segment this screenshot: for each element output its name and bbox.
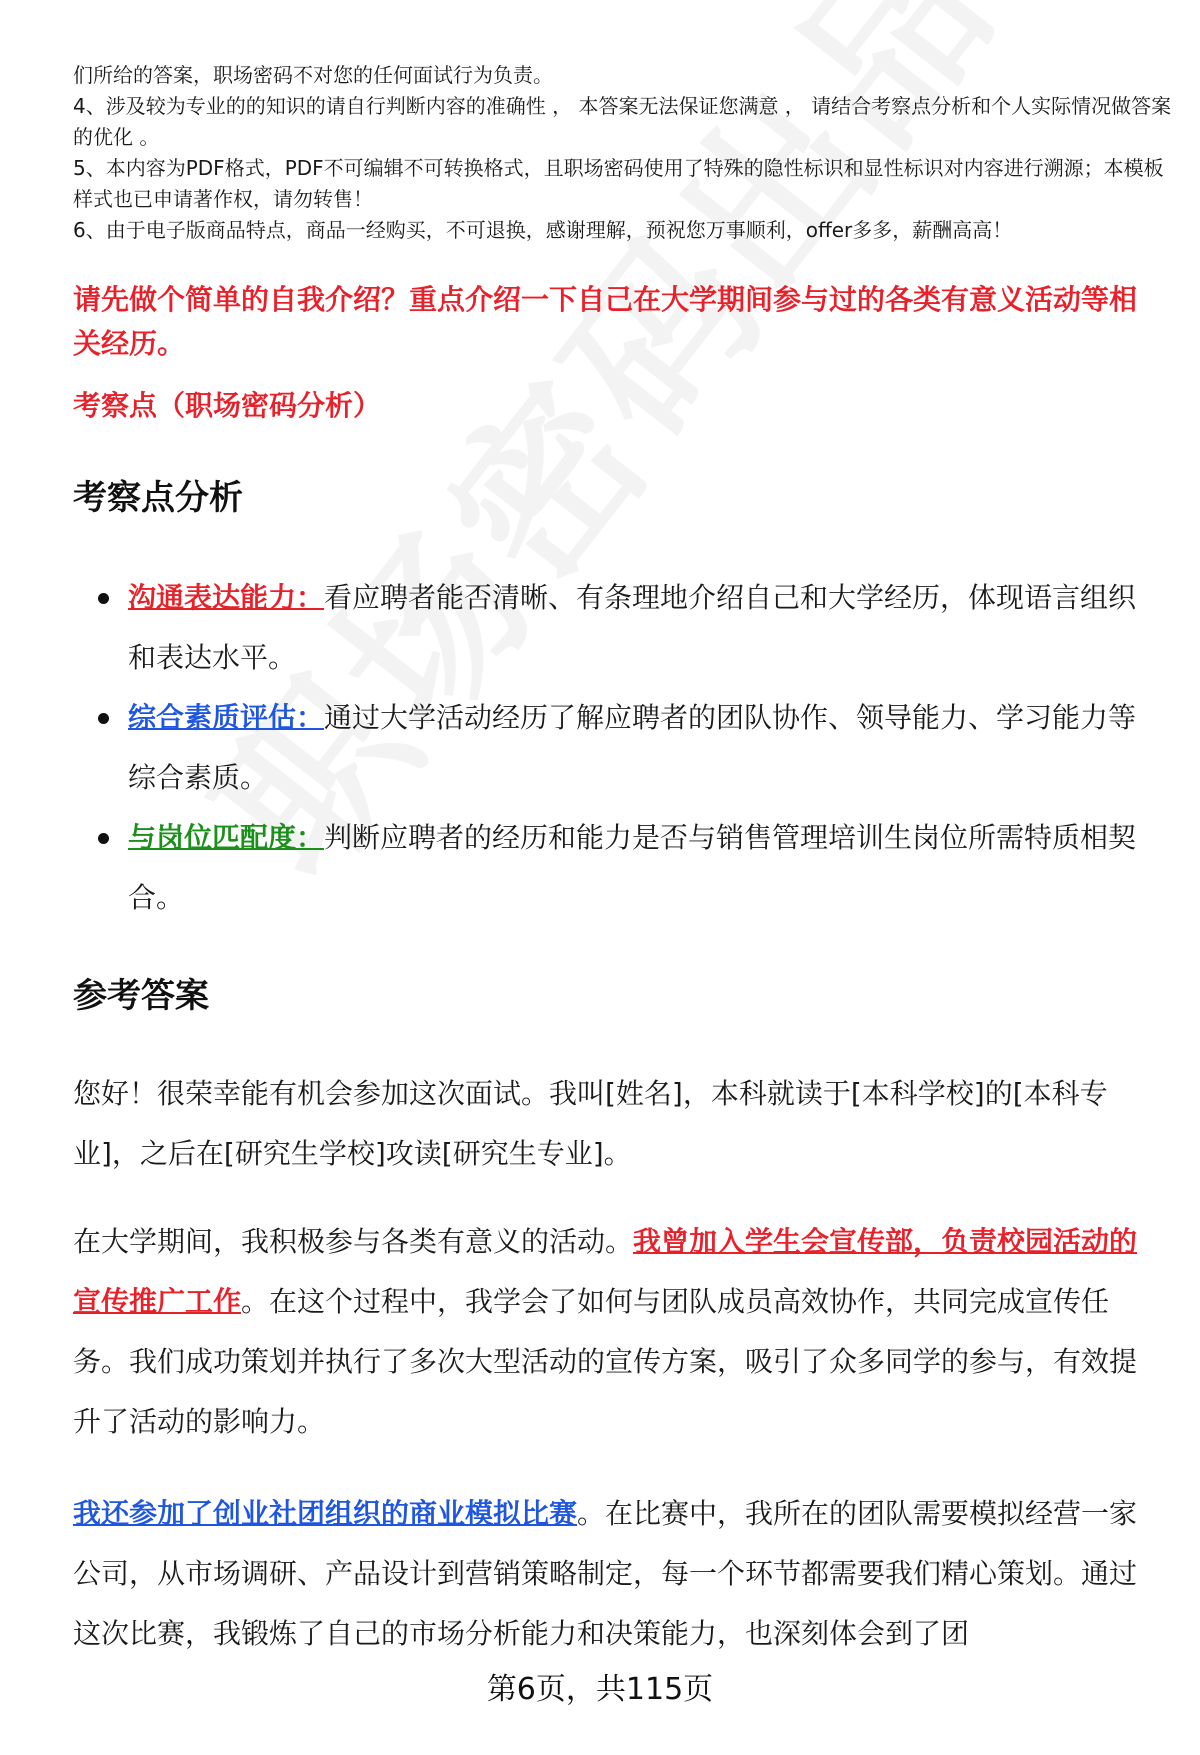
note-line: 4、涉及较为专业的的知识的请自行判断内容的准确性 ， 本答案无法保证您满意 ， 请结合考察点分析和个人实际情况做答案的优化 。 [73,94,1172,149]
analysis-list [128,568,1158,928]
analysis-label: 沟通表达能力： [128,581,325,614]
answer-highlight: 我曾加入学生会宣传部，负责校园活动的宣传推广工作 [73,1225,1138,1318]
analysis-label: 综合素质评估： [128,701,325,734]
analysis-text: 看应聘者能否清晰、有条理地介绍自己和大学经历，体现语言组织和表达水平。 [128,581,1137,674]
answer-text: 在大学期间，我积极参与各类有意义的活动。 [73,1225,634,1258]
interview-question: 请先做个简单的自我介绍？重点介绍一下自己在大学期间参与过的各类有意义活动等相关经历。 [73,283,1138,360]
answer-paragraph: 您好！很荣幸能有机会参加这次面试。我叫[姓名]，本科就读于[本科学校]的[本科专业]，之后在[研究生学校]攻读[研究生专业]。 [73,1077,1108,1170]
page-number: 第6页，共115页 [486,1672,714,1707]
bullet-icon [98,713,109,724]
analysis-text: 判断应聘者的经历和能力是否与销售管理培训生岗位所需特质相契合。 [128,821,1137,914]
list-item [128,808,1158,928]
disclaimer-notes [73,60,1173,246]
bullet-icon [98,593,109,604]
list-item [128,688,1158,808]
analysis-heading: 考察点分析 [73,478,243,518]
list-item [128,568,1158,688]
note-line: 6、由于电子版商品特点，商品一经购买，不可退换，感谢理解，预祝您万事顺利，offer多多，薪酬高高！ [73,218,1013,242]
kaochadian-label: 考察点（职场密码分析） [73,389,382,422]
answer-heading: 参考答案 [73,976,209,1016]
answer-paragraph [73,1484,1153,1664]
analysis-label: 与岗位匹配度： [128,821,325,854]
note-line: 5、本内容为PDF格式，PDF不可编辑不可转换格式，且职场密码使用了特殊的隐性标识和显性标识对内容进行溯源；本模板样式也已申请著作权，请勿转售！ [73,156,1164,211]
answer-text: 。在比赛中，我所在的团队需要模拟经营一家公司，从市场调研、产品设计到营销策略制定，每一个环节都需要我们精心策划。通过这次比赛，我锻炼了自己的市场分析能力和决策能力，也深刻体会到了团 [73,1497,1138,1650]
answer-paragraph [73,1212,1153,1452]
analysis-text: 通过大学活动经历了解应聘者的团队协作、领导能力、学习能力等综合素质。 [128,701,1137,794]
answer-highlight: 我还参加了创业社团组织的商业模拟比赛 [73,1497,578,1530]
bullet-icon [98,833,109,844]
note-line: 们所给的答案，职场密码不对您的任何面试行为负责。 [73,63,553,87]
answer-text: 。在这个过程中，我学会了如何与团队成员高效协作，共同完成宣传任务。我们成功策划并执行了多次大型活动的宣传方案，吸引了众多同学的参与，有效提升了活动的影响力。 [73,1285,1138,1438]
